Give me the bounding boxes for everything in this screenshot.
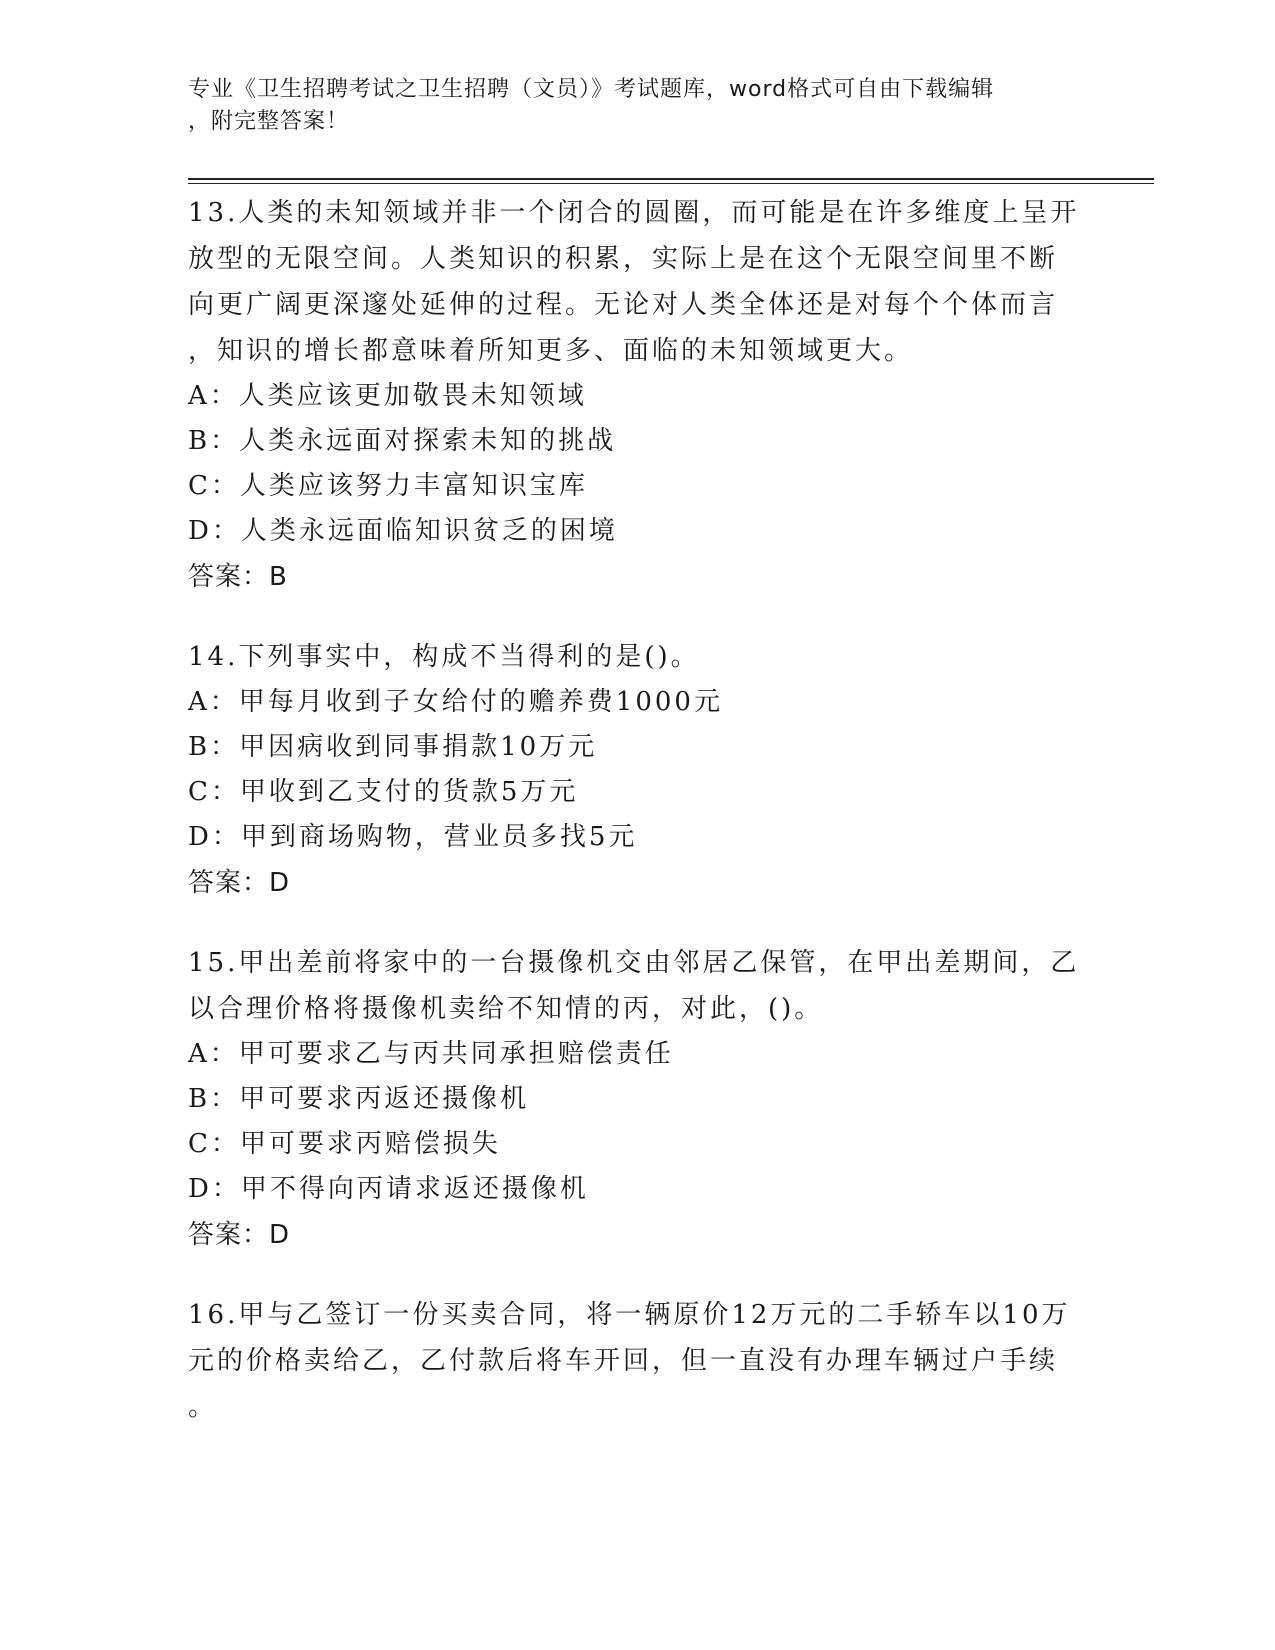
option-d: D：甲到商场购物，营业员多找5元 [188, 822, 638, 852]
question-14 [188, 634, 1088, 906]
document-header [188, 74, 1068, 138]
answer: 答案：D [188, 1220, 291, 1250]
question-text-line: ，知识的增长都意味着所知更多、面临的未知领域更大。 [188, 336, 914, 366]
option-b: B：甲可要求丙返还摄像机 [188, 1084, 530, 1114]
option-a: A：甲可要求乙与丙共同承担赔偿责任 [188, 1039, 674, 1069]
question-text-line: 16.甲与乙签订一份买卖合同，将一辆原价12万元的二手轿车以10万 [188, 1300, 1071, 1330]
question-16 [188, 1292, 1088, 1430]
option-c: C：甲收到乙支付的货款5万元 [188, 777, 579, 807]
question-text-line: 放型的无限空间。人类知识的积累，实际上是在这个无限空间里不断 [188, 244, 1059, 274]
question-text-line: 13.人类的未知领域并非一个闭合的圆圈，而可能是在许多维度上呈开 [188, 198, 1080, 228]
question-15 [188, 940, 1088, 1258]
header-line-1: 专业《卫生招聘考试之卫生招聘（文员）》考试题库，word格式可自由下载编辑 [188, 77, 995, 102]
option-a: A：甲每月收到子女给付的赡养费1000元 [188, 687, 723, 717]
option-d: D：人类永远面临知识贫乏的困境 [188, 516, 618, 546]
answer: 答案：B [188, 562, 288, 592]
question-text-line: 以合理价格将摄像机卖给不知情的丙，对此，()。 [188, 994, 824, 1024]
option-c: C：人类应该努力丰富知识宝库 [188, 471, 588, 501]
question-text-line: 元的价格卖给乙，乙付款后将车开回，但一直没有办理车辆过户手续 [188, 1346, 1059, 1376]
header-divider [188, 178, 1154, 184]
question-text-line: 15.甲出差前将家中的一台摄像机交由邻居乙保管，在甲出差期间，乙 [188, 948, 1080, 978]
question-list [188, 190, 1088, 1464]
option-b: B：人类永远面对探索未知的挑战 [188, 426, 617, 456]
question-text-line: 。 [188, 1392, 218, 1422]
option-d: D：甲不得向丙请求返还摄像机 [188, 1174, 589, 1204]
question-13 [188, 190, 1088, 600]
question-text-line: 向更广阔更深邃处延伸的过程。无论对人类全体还是对每个个体而言 [188, 290, 1059, 320]
answer: 答案：D [188, 868, 291, 898]
option-b: B：甲因病收到同事捐款10万元 [188, 732, 598, 762]
option-a: A：人类应该更加敬畏未知领域 [188, 381, 587, 411]
header-line-2: ，附完整答案！ [188, 109, 350, 134]
question-text-line: 14.下列事实中，构成不当得利的是()。 [188, 642, 700, 672]
option-c: C：甲可要求丙赔偿损失 [188, 1129, 501, 1159]
